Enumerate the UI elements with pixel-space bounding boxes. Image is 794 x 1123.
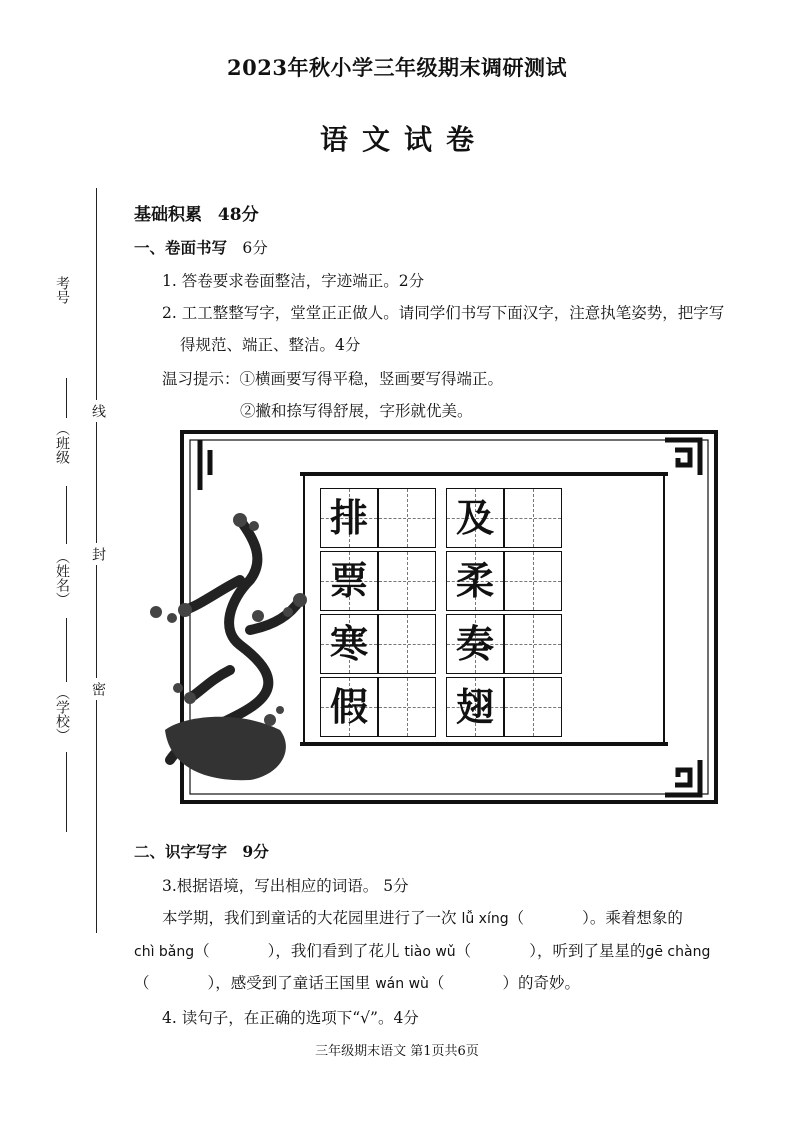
exam-title: 2023年秋小学三年级期末调研测试 (227, 55, 567, 80)
passage-line-1: 本学期，我们到童话的大花园里进行了一次 lǚ xíng（ ）。乘着想象的 (162, 909, 683, 927)
corner-ornament-top-right (665, 440, 700, 475)
model-char: 柔 (455, 558, 494, 603)
passage-text: 。乘着想象的 (589, 909, 683, 927)
model-char: 票 (329, 558, 368, 603)
section-main-heading (134, 200, 259, 225)
part2-heading (134, 840, 269, 862)
passage-text: ，听到了星星的 (536, 942, 646, 960)
pinyin-prompt: chì bǎng (134, 944, 195, 960)
binding-label-xuexiao: （学校） (54, 686, 70, 742)
binding-mark-xian: 线 (88, 400, 108, 422)
binding-blank (66, 752, 67, 832)
binding-label-banji: （班级 (54, 422, 70, 464)
part1-item1: 1. 答卷要求卷面整洁，字迹端正。2分 (162, 272, 425, 290)
tip-label: 温习提示： (162, 370, 240, 388)
binding-mark-mi: 密 (88, 678, 108, 700)
model-char: 奏 (455, 621, 494, 666)
grid-cell-model (320, 677, 378, 737)
model-char: 假 (329, 684, 368, 729)
pinyin-prompt: wán wù (375, 976, 429, 992)
binding-label-xingming: （姓名） (54, 550, 70, 606)
model-char: 寒 (329, 621, 368, 666)
grid-cell-write[interactable] (378, 614, 436, 674)
part1-score: 6分 (242, 239, 268, 257)
grid-cell-model (320, 614, 378, 674)
section-main-title: 基础积累 (134, 205, 202, 225)
part1-title: 一、卷面书写 (134, 238, 228, 257)
answer-blank[interactable] (150, 987, 208, 988)
passage-text: 本学期，我们到童话的大花园里进行了一次 (162, 909, 457, 927)
passage-text: 的奇妙。 (517, 974, 580, 992)
grid-cell-model (446, 677, 504, 737)
binding-mark-feng: 封 (88, 543, 108, 565)
page-footer: 三年级期末语文 第1页共6页 (315, 1044, 479, 1059)
grid-cell-write[interactable] (378, 677, 436, 737)
part1-item2-line1: 2. 工工整整写字，堂堂正正做人。请同学们书写下面汉字，注意执笔姿势，把字写 (162, 304, 725, 322)
grid-cell-model (320, 488, 378, 548)
part1-item2-line2: 得规范、端正、整洁。4分 (180, 336, 361, 354)
answer-blank[interactable] (471, 955, 529, 956)
part1-heading (134, 236, 268, 258)
part1-tip-line1 (162, 367, 503, 389)
passage-text: ，感受到了童话王国里 (215, 974, 371, 992)
passage-line-3: （ ），感受到了童话王国里 wán wù（ ）的奇妙。 (134, 974, 580, 992)
grid-cell-model (446, 488, 504, 548)
grid-cell-model (320, 551, 378, 611)
question-3: 3.根据语境，写出相应的词语。 5分 (162, 877, 409, 895)
binding-blank (66, 618, 67, 682)
grid-cell-model (446, 614, 504, 674)
grid-cell-write[interactable] (378, 551, 436, 611)
grid-cell-write[interactable] (504, 677, 562, 737)
grid-cell-write[interactable] (504, 488, 562, 548)
section-main-score: 48分 (217, 205, 259, 225)
model-char: 翅 (455, 684, 494, 729)
passage-text: ，我们看到了花儿 (275, 942, 400, 960)
pinyin-prompt: tiào wǔ (404, 944, 456, 960)
binding-label-kaohao: 考号 (54, 276, 70, 304)
part1-tip-2: ②撇和捺写得舒展，字形就优美。 (240, 402, 473, 420)
pinyin-prompt: lǚ xíng (461, 911, 509, 927)
model-char: 及 (455, 495, 494, 540)
part2-score: 9分 (242, 842, 269, 861)
answer-blank[interactable] (524, 922, 582, 923)
corner-ornament-bottom-right (665, 760, 700, 795)
passage-line-2: chì bǎng（ ），我们看到了花儿 tiào wǔ（ ），听到了星星的gē chàng (134, 942, 711, 960)
corner-ornament-top-left (200, 440, 210, 490)
grid-cell-write[interactable] (504, 551, 562, 611)
grid-cell-model (446, 551, 504, 611)
binding-blank (66, 486, 67, 544)
question-4: 4. 读句子，在正确的选项下“√”。4分 (162, 1009, 419, 1027)
grid-cell-write[interactable] (378, 488, 436, 548)
subject-title: 语文试卷 (319, 123, 488, 156)
pinyin-prompt: gē chàng (645, 944, 711, 960)
part2-title: 二、识字写字 (134, 842, 228, 861)
answer-blank[interactable] (444, 987, 502, 988)
grid-cell-write[interactable] (504, 614, 562, 674)
answer-blank[interactable] (210, 955, 268, 956)
binding-blank (66, 378, 67, 418)
tip-1: ①横画要写得平稳，竖画要写得端正。 (239, 370, 504, 388)
model-char: 排 (329, 495, 368, 540)
